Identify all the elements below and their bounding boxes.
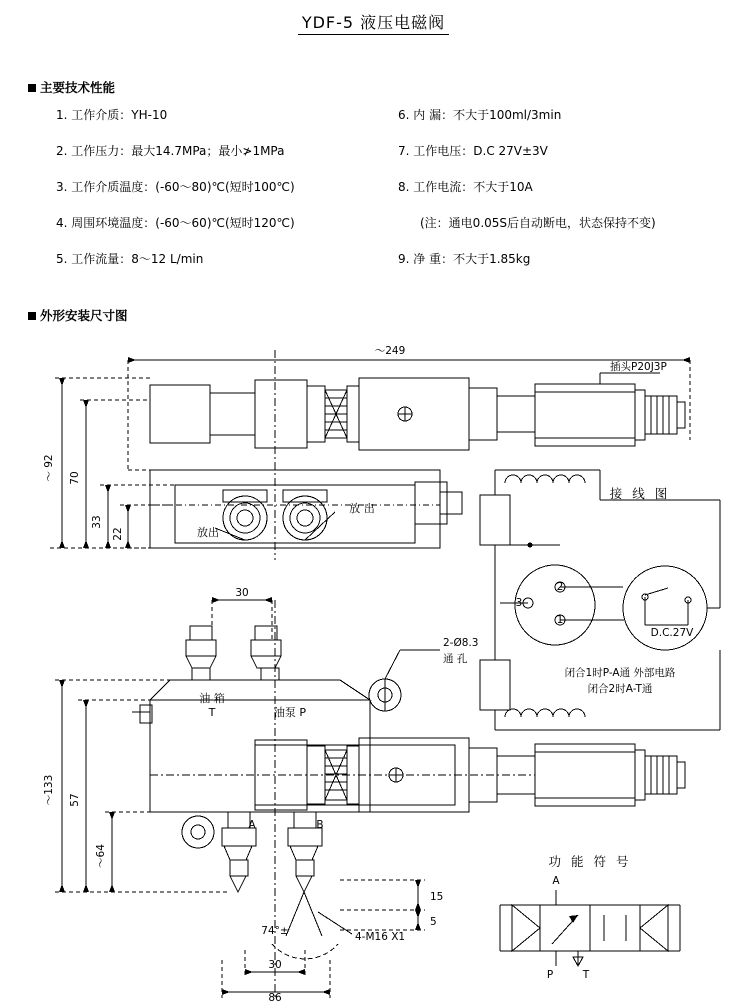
terminal-2-label: 2 (556, 581, 564, 593)
dim-70: 70 (69, 471, 81, 485)
label-input: 放出 (197, 526, 219, 539)
port-a-label: A (248, 819, 256, 831)
dim-30-top: 30 (235, 587, 249, 599)
spec-text: 5. 工作流量：8～12 L/min (56, 252, 204, 266)
terminal-3-label: 3 (515, 597, 523, 609)
dim-33: 33 (91, 515, 103, 529)
label-tank-port: T (208, 706, 216, 719)
dim-133: ～133 (43, 774, 55, 806)
label-tank: 油 箱 (199, 692, 225, 705)
section-heading-performance-text: 主要技术性能 (40, 80, 116, 95)
dim-57: 57 (69, 793, 81, 807)
wiring-voltage-label: D.C.27V (650, 627, 694, 639)
page-title-text: YDF-5 液压电磁阀 (298, 13, 449, 35)
spec-text: 7. 工作电压：D.C 27V±3V (398, 144, 548, 158)
dim-5: 5 (430, 916, 437, 928)
label-pump: 油泵 P (273, 706, 307, 719)
symbol-port-a: A (552, 875, 560, 887)
dim-22: 22 (112, 527, 124, 541)
wiring-note-2: 闭合2时A-T通 (587, 683, 653, 695)
dim-86: 86 (268, 992, 282, 1004)
dim-64: ～64 (95, 844, 107, 868)
spec-text: 1. 工作介质：YH-10 (56, 108, 168, 122)
spec-text: (注：通电0.05S后自动断电，状态保持不变) (420, 216, 656, 230)
dim-30-bottom: 30 (268, 959, 282, 971)
angle-label: 74°± (261, 925, 289, 937)
wiring-note-1: 闭合1时P-A通 外部电路 (564, 667, 676, 679)
dim-overall-length: ～249 (374, 345, 406, 357)
spec-text: 6. 内 漏：不大于100ml/3min (398, 108, 562, 122)
hole-label-diameter: 2-Ø8.3 (443, 637, 479, 649)
terminal-1-label: 1 (556, 614, 564, 626)
symbol-port-t: T (582, 969, 590, 981)
wiring-diagram-title: 接 线 图 (609, 486, 671, 501)
symbol-port-p: P (546, 969, 554, 981)
label-plug: 插头P20J3P (610, 361, 667, 373)
hole-label-through: 通 孔 (443, 653, 468, 665)
spec-text: 9. 净 重：不大于1.85kg (398, 252, 531, 266)
spec-text: 3. 工作介质温度：(-60～80)℃(短时100℃) (56, 180, 295, 194)
spec-text: 2. 工作压力：最大14.7MPa；最小≯1MPa (56, 144, 285, 158)
label-release: 放 出 (349, 502, 375, 515)
section-heading-dimensions-text: 外形安装尺寸图 (40, 308, 128, 323)
dim-15: 15 (430, 891, 444, 903)
port-b-label: B (316, 819, 324, 831)
dim-92: ～ 92 (43, 454, 55, 482)
function-symbol-title: 功 能 符 号 (548, 854, 632, 869)
spec-text: 8. 工作电流：不大于10A (398, 180, 533, 194)
thread-label: 4-M16 X1 (355, 931, 406, 943)
spec-text: 4. 周围环境温度：(-60～60)℃(短时120℃) (56, 216, 295, 230)
